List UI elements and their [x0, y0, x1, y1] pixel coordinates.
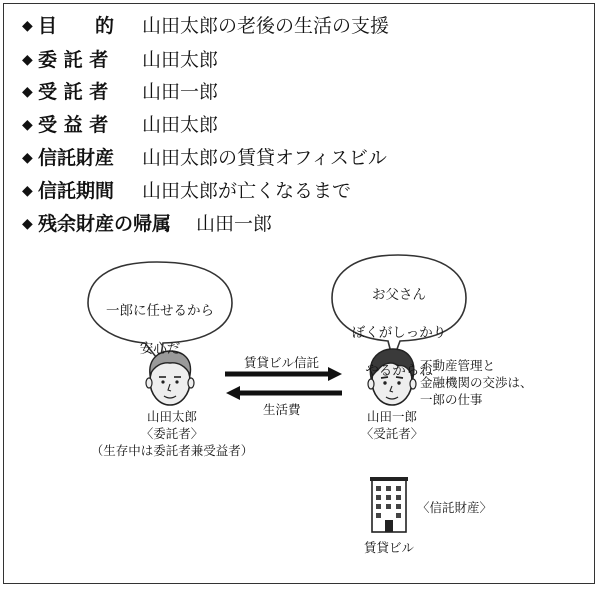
- row-value: 山田太郎の賃貸オフィスビル: [142, 147, 387, 169]
- right-bubble-line: ぼくがしっかり: [351, 325, 447, 341]
- living-expenses-label: 生活費: [263, 402, 301, 417]
- building-name: 賃貸ビル: [364, 540, 415, 555]
- row-value: 山田太郎: [142, 49, 219, 71]
- bullet-mark: ◆: [22, 84, 33, 100]
- trustee-duties-note: [420, 357, 533, 408]
- row-label: 残余財産の帰属: [38, 213, 172, 235]
- note-line: 金融機関の交渉は、: [420, 375, 533, 390]
- bullet-mark: ◆: [22, 150, 33, 166]
- row-label: 目 的: [38, 15, 115, 37]
- trust-property-tag: 〈信託財産〉: [417, 500, 493, 515]
- office-building-icon: [370, 477, 408, 532]
- settlor-note: （生存中は委託者兼受益者）: [90, 443, 254, 458]
- row-value: 山田一郎: [142, 81, 219, 103]
- settlor-caption: [90, 408, 254, 459]
- left-bubble-line: 一郎に任せるから: [106, 303, 214, 319]
- living-expenses-arrow: [226, 386, 342, 400]
- bullet-mark: ◆: [22, 117, 33, 133]
- row-value: 山田太郎: [142, 114, 219, 136]
- settlor-name: 山田太郎: [146, 409, 197, 424]
- row-label: 信託期間: [38, 180, 115, 202]
- bullet-mark: ◆: [22, 183, 33, 199]
- bullet-mark: ◆: [22, 18, 33, 34]
- trustee-name: 山田一郎: [366, 409, 417, 424]
- row-label: 委 託 者: [38, 49, 109, 71]
- right-bubble-line: お父さん: [372, 287, 426, 303]
- row-label: 受 託 者: [38, 81, 109, 103]
- trust-transfer-label: 賃貸ビル信託: [244, 355, 320, 370]
- left-bubble-line: 安心だ: [139, 341, 181, 357]
- trustee-caption: [352, 408, 432, 442]
- bullet-mark: ◆: [22, 52, 33, 68]
- note-line: 不動産管理と: [420, 358, 496, 373]
- right-bubble-line: やるからね: [365, 363, 433, 379]
- row-label: 信託財産: [38, 147, 115, 169]
- bullet-mark: ◆: [22, 216, 33, 232]
- row-value: 山田太郎の老後の生活の支援: [142, 15, 390, 37]
- note-line: 一郎の仕事: [420, 392, 483, 407]
- row-value: 山田一郎: [196, 213, 273, 235]
- left-bubble-text: [93, 283, 227, 378]
- trustee-role: 〈受託者〉: [360, 426, 424, 441]
- settlor-role: 〈委託者〉: [140, 426, 204, 441]
- row-value: 山田太郎が亡くなるまで: [142, 180, 352, 202]
- row-label: 受 益 者: [38, 114, 109, 136]
